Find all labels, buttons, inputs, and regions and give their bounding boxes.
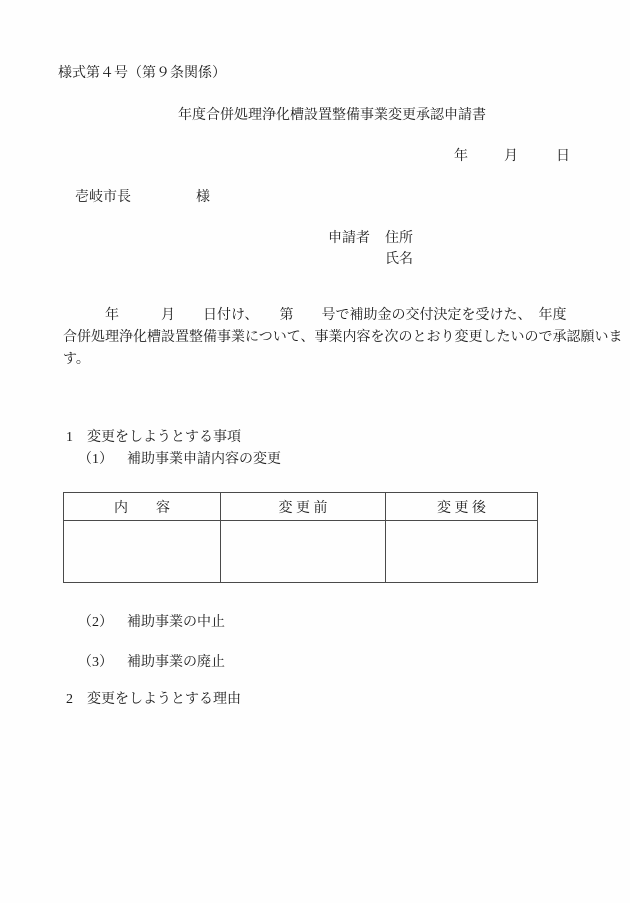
applicant-address-label: 住所 xyxy=(385,231,413,246)
addressee-name: 壱岐市長 xyxy=(75,190,131,205)
applicant-name-label: 氏名 xyxy=(385,252,413,267)
date-day-label: 日 xyxy=(556,149,570,164)
section-1-3-number: （3） xyxy=(78,655,113,670)
table-header-before-change: 変 更 前 xyxy=(221,493,386,521)
table-header-row xyxy=(64,493,538,521)
table-header-after-change: 変 更 後 xyxy=(386,493,538,521)
section-1-1-label: 補助事業申請内容の変更 xyxy=(127,452,281,467)
table-cell-after-change xyxy=(386,521,538,583)
section-2-label: 変更をしようとする理由 xyxy=(87,692,241,707)
addressee-honorific: 様 xyxy=(196,190,210,205)
table-row xyxy=(64,521,538,583)
section-1-3-label: 補助事業の廃止 xyxy=(127,655,225,670)
date-month-label: 月 xyxy=(504,149,518,164)
section-1-number: 1 xyxy=(66,430,73,445)
date-year-label: 年 xyxy=(454,149,468,164)
section-1-1-number: （1） xyxy=(78,452,113,467)
section-1-label: 変更をしようとする事項 xyxy=(87,430,241,445)
document-title: 年度合併処理浄化槽設置整備事業変更承認申請書 xyxy=(178,108,486,123)
table-cell-before-change xyxy=(221,521,386,583)
table-cell-content xyxy=(64,521,221,583)
table-header-content: 内 容 xyxy=(64,493,221,521)
section-2-number: 2 xyxy=(66,692,73,707)
body-line-2: 合併処理浄化槽設置整備事業について、事業内容を次のとおり変更したいので承認願いま xyxy=(63,330,623,345)
body-line-3: す。 xyxy=(63,352,90,367)
section-1-2-label: 補助事業の中止 xyxy=(127,615,225,630)
body-line-1: 年 月 日付け、 第 号で補助金の交付決定を受けた、 年度 xyxy=(63,308,567,323)
applicant-label: 申請者 xyxy=(328,231,370,246)
section-1-2-number: （2） xyxy=(78,615,113,630)
form-number: 様式第４号（第９条関係） xyxy=(58,66,226,81)
change-details-table xyxy=(63,492,538,583)
